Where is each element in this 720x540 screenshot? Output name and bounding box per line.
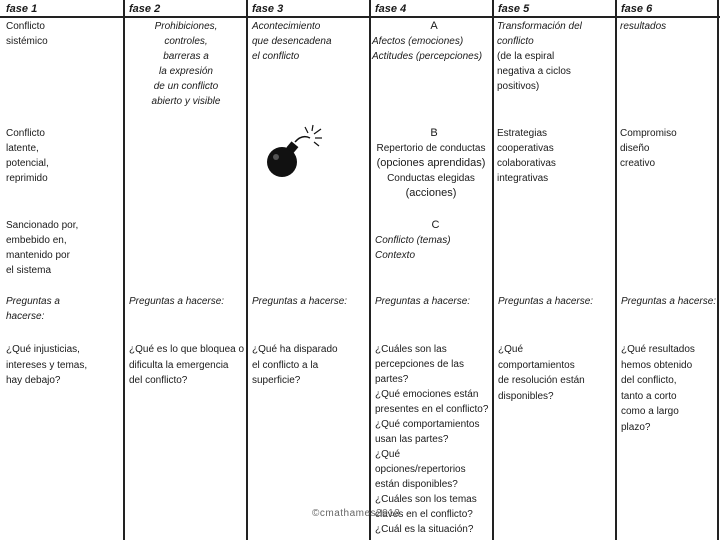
column-divider: [246, 0, 248, 540]
cell-line: Conflicto (temas): [375, 235, 451, 246]
row5-fase3-cell: [252, 342, 368, 389]
row5-fase6-cell: [621, 342, 716, 435]
cell-line: partes?: [375, 374, 409, 385]
cell-line: potencial,: [6, 158, 49, 169]
row1-fase6-cell: [620, 19, 716, 34]
cell-line: diseño: [620, 143, 650, 154]
header-fase-2: fase 2: [129, 3, 161, 15]
cell-line: ¿Qué resultados: [621, 344, 695, 355]
cell-line: Acontecimiento: [252, 21, 321, 32]
row2-fase4-cell: [372, 126, 490, 201]
section-letter-b: B: [430, 127, 438, 139]
cell-line: ¿Qué: [498, 344, 524, 355]
cell-line: del conflicto,: [621, 375, 677, 386]
row3-fase1-cell: [6, 218, 121, 278]
cell-line: claves en el conflicto?: [375, 509, 473, 520]
row1-fase2-cell: [128, 19, 244, 109]
copyright-watermark: ©cmathames2013: [312, 508, 401, 519]
row3-fase4-cell: [375, 218, 490, 263]
cell-line: sistémico: [6, 36, 48, 47]
cell-line: ¿Qué comportamientos: [375, 419, 480, 430]
cell-line: Conflicto: [6, 21, 45, 32]
cell-line: (opciones aprendidas): [376, 157, 486, 169]
cell-line: (acciones): [405, 187, 457, 199]
row2-fase5-cell: [497, 126, 613, 186]
column-divider: [123, 0, 125, 540]
cell-line: colaborativas: [497, 158, 556, 169]
cell-line: Repertorio de conductas: [376, 143, 486, 154]
cell-line: plazo?: [621, 421, 651, 433]
cell-line: creativo: [620, 158, 656, 169]
cell-line: Conductas elegidas: [387, 173, 475, 184]
column-divider: [717, 0, 719, 540]
row4-fase3-cell: Preguntas a hacerse:: [252, 296, 348, 307]
cell-line: negativa a ciclos: [497, 66, 571, 77]
header-fase-3: fase 3: [252, 3, 284, 15]
cell-line: reprimido: [6, 173, 48, 184]
cell-line: Conflicto: [6, 128, 45, 139]
cell-line: ¿Qué es lo que bloquea o: [129, 344, 245, 355]
bomb-icon: [258, 124, 324, 188]
header-fase-1: fase 1: [6, 3, 38, 15]
cell-line: disponibles?: [498, 390, 554, 402]
cell-line: resultados: [620, 21, 667, 32]
cell-line: ¿Qué injusticias,: [6, 344, 80, 355]
cell-line: latente,: [6, 143, 39, 154]
cell-line: ¿Cuál es la situación?: [375, 524, 474, 535]
row1-fase4-cell: [372, 19, 490, 64]
cell-line: el conflicto: [252, 51, 300, 62]
cell-line: cooperativas: [497, 143, 554, 154]
cell-line: superficie?: [252, 375, 301, 386]
cell-line: Afectos (emociones): [372, 36, 464, 47]
cell-line: Sancionado por,: [6, 220, 79, 231]
cell-line: opciones/repertorios: [375, 464, 466, 475]
cell-line: Estrategias: [497, 128, 548, 139]
cell-line: integrativas: [497, 173, 549, 184]
cell-line: comportamientos: [498, 359, 575, 371]
cell-line: la expresión: [159, 66, 213, 77]
cell-line: hemos obtenido: [621, 359, 693, 371]
cell-line: intereses y temas,: [6, 359, 88, 371]
row4-fase2-cell: Preguntas a hacerse:: [129, 296, 225, 307]
cell-line: el conflicto a la: [252, 359, 319, 371]
section-letter-a: A: [430, 20, 438, 32]
row1-fase1-cell: [6, 19, 121, 49]
cell-line: tanto a corto: [621, 390, 677, 402]
row5-fase5-cell: [498, 342, 614, 404]
cell-line: el sistema: [6, 265, 52, 276]
cell-line: Actitudes (percepciones): [372, 51, 483, 62]
row2-fase1-cell: [6, 126, 121, 186]
row5-fase1-cell: [6, 342, 121, 389]
row2-fase6-cell: [620, 126, 716, 171]
row4-fase5-cell: Preguntas a hacerse:: [498, 296, 594, 307]
cell-line: Preguntas a: [6, 296, 60, 307]
cell-line: embebido en,: [6, 235, 67, 246]
cell-line: del conflicto?: [129, 375, 188, 386]
cell-line: ¿Qué ha disparado: [252, 344, 338, 355]
row4-fase1-cell: [6, 294, 121, 324]
cell-line: ¿Cuáles son los temas: [375, 494, 477, 505]
row5-fase2-cell: [129, 342, 245, 389]
cell-line: presentes en el conflicto?: [375, 404, 489, 415]
cell-line: positivos): [497, 81, 540, 92]
row4-fase6-cell: Preguntas a hacerse:: [621, 296, 717, 307]
row1-fase3-cell: [252, 19, 367, 64]
cell-line: (de la espiral: [497, 51, 555, 62]
column-divider: [615, 0, 617, 540]
cell-line: dificulta la emergencia: [129, 359, 229, 371]
cell-line: controles,: [164, 36, 208, 47]
cell-line: conflicto: [497, 36, 534, 47]
column-divider: [492, 0, 494, 540]
row4-fase4-cell: Preguntas a hacerse:: [375, 296, 471, 307]
header-fase-6: fase 6: [621, 3, 653, 15]
cell-line: Prohibiciones,: [154, 21, 218, 32]
cell-line: que desencadena: [252, 36, 332, 47]
header-fase-5: fase 5: [498, 3, 530, 15]
column-divider: [369, 0, 371, 540]
cell-line: de un conflicto: [153, 81, 219, 92]
cell-line: ¿Cuáles son las: [375, 344, 447, 355]
section-letter-c: C: [431, 219, 440, 231]
cell-line: percepciones de las: [375, 359, 464, 370]
cell-line: como a largo: [621, 406, 679, 417]
cell-line: Contexto: [375, 250, 416, 261]
cell-line: ¿Qué: [375, 449, 401, 460]
cell-line: Compromiso: [620, 128, 677, 139]
cell-line: ¿Qué emociones están: [375, 389, 479, 400]
cell-line: Transformación del: [497, 21, 582, 32]
row1-fase5-cell: [497, 19, 613, 94]
cell-line: usan las partes?: [375, 434, 449, 445]
cell-line: abierto y visible: [151, 96, 221, 107]
cell-line: hay debajo?: [6, 375, 61, 386]
cell-line: están disponibles?: [375, 479, 458, 490]
cell-line: mantenido por: [6, 250, 70, 261]
header-underline: [0, 16, 720, 18]
cell-line: hacerse:: [6, 311, 45, 322]
cell-line: de resolución están: [498, 375, 585, 386]
cell-line: barreras a: [163, 51, 209, 62]
header-fase-4: fase 4: [375, 3, 407, 15]
